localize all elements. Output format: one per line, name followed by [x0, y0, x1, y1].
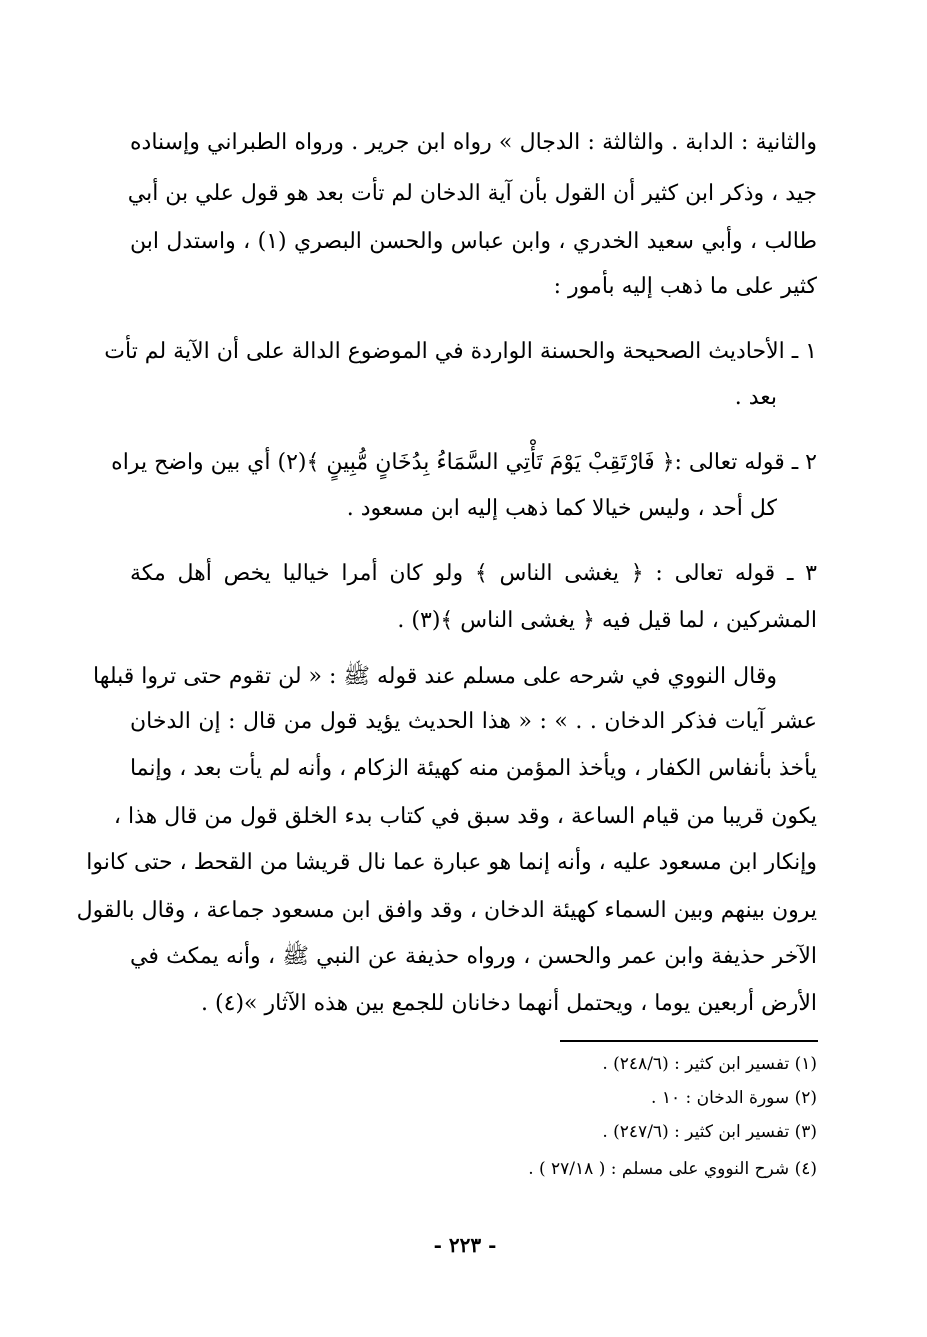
- footnote-1: (١) تفسير ابن كثير : (٢٤٨/٦) .: [602, 1054, 817, 1074]
- body-line: عشر آيات فذكر الدخان . . » : « هذا الحديث يؤيد قول من قال : إن الدخان: [130, 709, 817, 734]
- list-item-line: ١ ـ الأحاديث الصحيحة والحسنة الواردة في الموضوع الدالة على أن الآية لم تأت: [104, 339, 817, 364]
- body-line: يكون قريبا من قيام الساعة ، وقد سبق في كتاب بدء الخلق قول من قال هذا ،: [113, 804, 817, 829]
- footnote-2: (٢) سورة الدخان : ١٠ .: [651, 1088, 817, 1108]
- list-item-line: ٣ ـ قوله تعالى : ﴿ يغشى الناس ﴾ ولو كان أمرا خياليا يخص أهل مكة: [130, 561, 817, 586]
- list-item-line: ٢ ـ قوله تعالى :﴿ فَارْتَقِبْ يَوْمَ تَأْتِي السَّمَاءُ بِدُخَانٍ مُّبِينٍ ﴾(٢) أي بين واضح يراه: [111, 450, 817, 475]
- body-line: يرون بينهم وبين السماء كهيئة الدخان ، وقد وافق ابن مسعود جماعة ، وقال بالقول: [76, 898, 817, 923]
- body-line: كثير على ما ذهب إليه بأمور :: [553, 274, 817, 299]
- footnote-4: (٤) شرح النووي على مسلم : ( ٢٧/١٨ ) .: [528, 1159, 817, 1179]
- body-line: الأرض أربعين يوما ، ويحتمل أنهما دخانان للجمع بين هذه الآثار »(٤) .: [201, 991, 817, 1016]
- footnote-separator: [560, 1040, 818, 1042]
- list-item-line: بعد .: [734, 385, 777, 410]
- body-line: طالب ، وأبي سعيد الخدري ، وابن عباس والحسن البصري (١) ، واستدل ابن: [130, 229, 817, 254]
- footnote-3: (٣) تفسير ابن كثير : (٢٤٧/٦) .: [602, 1122, 817, 1142]
- page-number: - ٢٢٣ -: [433, 1233, 497, 1257]
- list-item-line: المشركين ، لما قيل فيه ﴿ يغشى الناس ﴾(٣) .: [397, 608, 817, 633]
- list-item-line: كل أحد ، وليس خيالا كما ذهب إليه ابن مسعود .: [346, 496, 777, 521]
- body-line: يأخذ بأنفاس الكفار ، ويأخذ المؤمن منه كهيئة الزكام ، وأنه لم يأت بعد ، وإنما: [129, 756, 817, 781]
- body-line: والثانية : الدابة . والثالثة : الدجال » رواه ابن جرير . ورواه الطبراني وإسناده: [130, 130, 817, 155]
- body-line: وقال النووي في شرحه على مسلم عند قوله ﷺ : « لن تقوم حتى تروا قبلها: [93, 664, 777, 689]
- body-line: جيد ، وذكر ابن كثير أن القول بأن آية الدخان لم تأت بعد هو قول علي بن أبي: [127, 181, 817, 206]
- body-line: وإنكار ابن مسعود عليه ، وأنه إنما هو عبارة عما نال قريشا من القحط ، حتى كانوا: [86, 850, 817, 875]
- body-line: الآخر حذيفة وابن عمر والحسن ، ورواه حذيفة عن النبي ﷺ ، وأنه يمكث في: [130, 944, 817, 969]
